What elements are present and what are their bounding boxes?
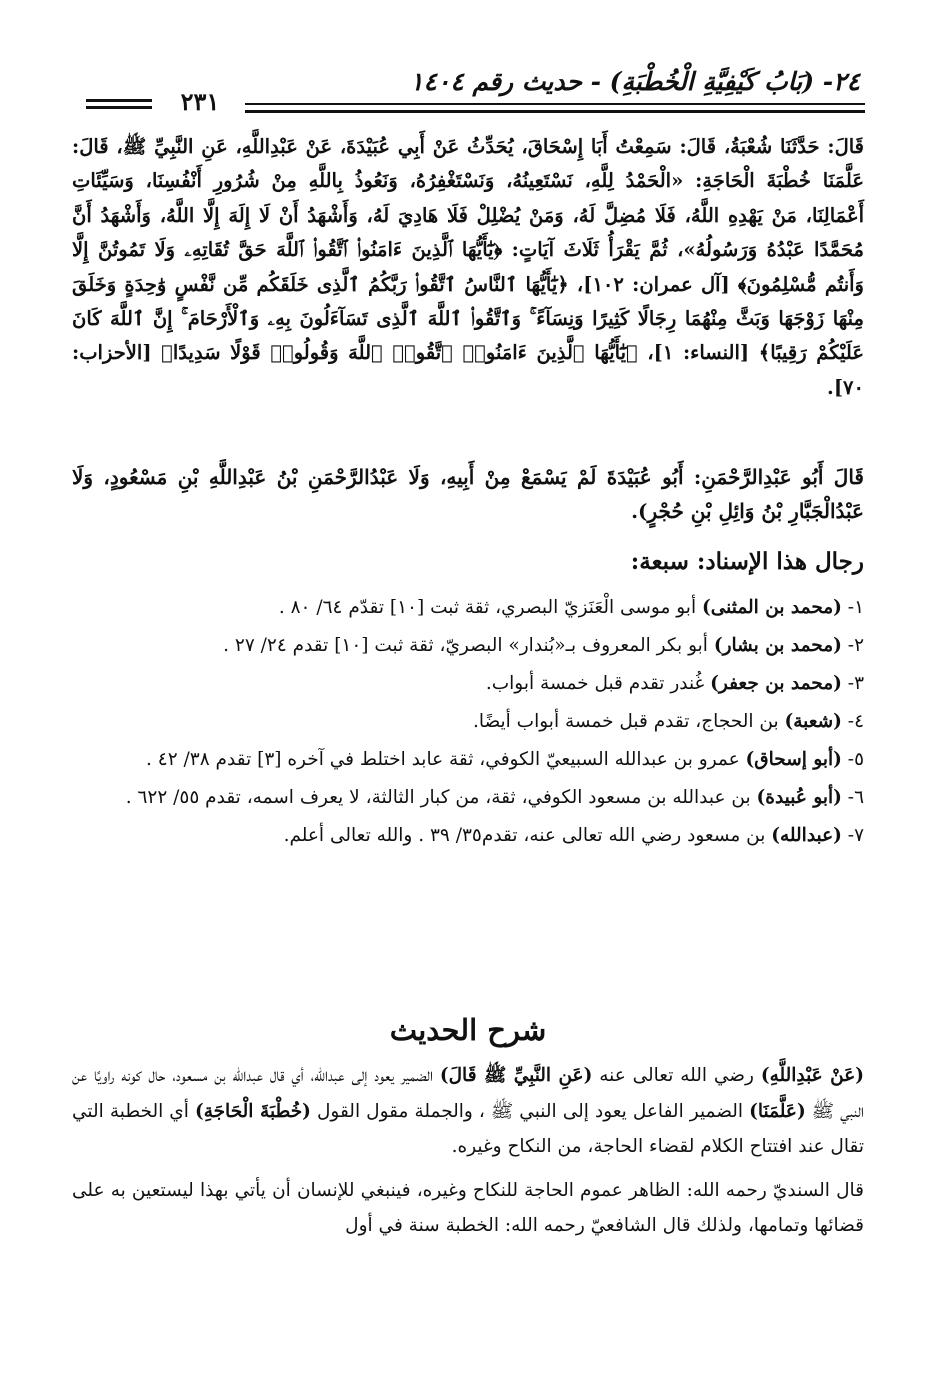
narrator-description: أبو موسى الْعَنَزيّ البصري، ثقة ثبت [١٠] تقدّم ٦٤/ ٨٠ . <box>278 597 702 618</box>
chapter-header-title: ٢٤- (بَابُ كَيْفِيَّةِ الْخُطْبَةِ) - حديث رقم ١٤٠٤ <box>410 67 860 96</box>
narrator-name: (أبو عُبيدة) <box>756 787 842 808</box>
sharh-paragraph <box>72 1058 864 1165</box>
narrator-description: غُندر تقدم قبل خمسة أبواب. <box>485 673 711 694</box>
commentary-text: أي الخطبة التي تقال عند افتتاح الكلام لقضاء الحاجة، من النكاح وغيره. <box>72 1100 864 1158</box>
narrator-name: (محمد بن المثنى) <box>701 597 842 618</box>
item-number: ٥- <box>841 749 864 770</box>
list-item <box>72 780 864 815</box>
commentary-text: الضمير الفاعل يعود إلى النبي ﷺ ، والجملة مقول القول <box>310 1100 750 1122</box>
sharh-paragraph: قال السنديّ رحمه الله: الظاهر عموم الحاجة للنكاح وغيره، فينبغي للإنسان أن يأتي بهذا ليستعين به على قضائها وتمامها، ولذلك قال الشافعيّ رحمه الله: الخطبة سنة في أول <box>72 1179 864 1237</box>
narrator-name: (عبدالله) <box>771 825 842 846</box>
hadith-text: قَالَ: حَدَّثَنَا شُعْبَةُ، قَالَ: سَمِعْتُ أَبَا إِسْحَاقَ، يُحَدِّثُ عَنْ أَبِي عُبَيْدَةَ، عَنْ عَبْدِاللَّهِ، عَنِ النَّبِيِّ ﷺ، قَالَ: عَلَّمَنَا خُطْبَةَ الْحَاجَةِ: «الْحَمْدُ لِلَّهِ، نَسْتَعِينُهُ، وَنَسْتَغْفِرُهُ، وَنَعُوذُ بِاللَّهِ مِنْ شُرُورِ أَنْفُسِنَا، وَسَيِّئَاتِ أَعْمَالِنَا، مَنْ يَهْدِهِ اللَّهُ، فَلَا مُضِلَّ لَهُ، وَمَنْ يُضْلِلْ فَلَا هَادِيَ لَهُ، وَأَشْهَدُ أَنْ لَا إِلَهَ إِلَّا اللَّهُ، وَأَشْهَدُ أَنَّ مُحَمَّدًا عَبْدُهُ وَرَسُولُهُ»، ثُمَّ يَقْرَأُ ثَلَاثَ آيَاتٍ: ﴿يَٰٓأَيُّهَا ٱلَّذِينَ ءَامَنُوا۟ ٱتَّقُوا۟ ٱللَّهَ حَقَّ تُقَاتِهِۦ وَلَا تَمُوتُنَّ إِلَّا وَأَنتُم مُّسْلِمُونَ﴾ [آل عمران: ١٠٢]، ﴿يَٰٓأَيُّهَا ٱلنَّاسُ ٱتَّقُوا۟ رَبَّكُمُ ٱلَّذِى خَلَقَكُم مِّن نَّفْسٍ وَٰحِدَةٍ وَخَلَقَ مِنْهَا زَوْجَهَا وَبَثَّ مِنْهُمَا رِجَالًا كَثِيرًا وَنِسَآءً ۚ وَٱتَّقُوا۟ ٱللَّهَ ٱلَّذِى تَسَآءَلُونَ بِهِۦ وَٱلْأَرْحَامَ ۚ إِنَّ ٱللَّهَ كَانَ عَلَيْكُمْ رَقِيبًا﴾ [النساء: ١]، ﴿يَٰٓأَيُّهَا ٱلَّذِينَ ءَامَنُوا۟ ٱتَّقُوا۟ ٱللَّهَ وَقُولُوا۟ قَوْلًا سَدِيدًا﴾ [الأحزاب: ٧٠]. <box>72 135 864 399</box>
page-number: ٢٣١ <box>180 87 220 116</box>
narrator-description: عمرو بن عبدالله السبيعيّ الكوفي، ثقة عابد اختلط في آخره [٣] تقدم ٣٨/ ٤٢ . <box>146 749 746 770</box>
list-item <box>72 704 864 739</box>
list-item <box>72 818 864 853</box>
narrator-name: (أبو إسحاق) <box>745 749 842 770</box>
rijal-list <box>72 590 864 856</box>
page-number-rule-bottom <box>86 106 152 109</box>
sharh-body <box>72 1058 864 1244</box>
rijal-heading: رجال هذا الإسناد: سبعة: <box>630 548 864 575</box>
item-number: ٤- <box>841 711 864 732</box>
item-number: ٦- <box>841 787 864 808</box>
header-rule-thick <box>245 110 865 113</box>
sharh-heading: شرح الحديث <box>389 1013 547 1047</box>
list-item <box>72 628 864 663</box>
item-number: ٢- <box>841 635 864 656</box>
abu-abdurrahman-note: قَالَ أَبُو عَبْدِالرَّحْمَنِ: أَبُو عُبَيْدَةَ لَمْ يَسْمَعْ مِنْ أَبِيهِ، وَلَا عَبْدُالرَّحْمَنِ بْنُ عَبْدِاللَّهِ بْنِ مَسْعُودٍ، وَلَا عَبْدُالْجَبَّارِ بْنُ وَائِلِ بْنِ حُجْرٍ). <box>72 465 864 523</box>
item-number: ١- <box>841 597 864 618</box>
narrator-name: (شعبة) <box>784 711 842 732</box>
narrator-description: بن الحجاج، تقدم قبل خمسة أبواب أيضًا. <box>472 711 785 732</box>
commentary-text: رضي الله تعالى عنه <box>592 1065 761 1086</box>
narrator-description: بن مسعود رضي الله تعالى عنه، تقدم٣٥/ ٣٩ . والله تعالى أعلم. <box>283 825 772 846</box>
quoted-phrase: (عَنْ عَبْدِاللَّهِ) <box>760 1065 865 1086</box>
list-item <box>72 666 864 701</box>
list-item <box>72 590 864 625</box>
quoted-phrase: (عَلَّمَنَا) <box>749 1100 806 1122</box>
commentary-text: الضمير يعود إلى عبدالله، أي قال عبدالله بن مسعود، حال كونه راويًا عن النبي ﷺ <box>72 1065 864 1122</box>
item-number: ٧- <box>841 825 864 846</box>
page-number-rule-top <box>86 99 152 102</box>
quoted-phrase: (عَنِ النَّبِيِّ ﷺ قَالَ) <box>439 1065 593 1086</box>
narrator-name: (محمد بن جعفر) <box>710 673 842 694</box>
quoted-phrase: (خُطْبَةَ الْحَاجَةِ) <box>194 1100 311 1122</box>
list-item <box>72 742 864 777</box>
header-rule-thin <box>245 103 865 105</box>
narrator-description: بن عبدالله بن مسعود الكوفي، ثقة، من كبار الثالثة، لا يعرف اسمه، تقدم ٥٥/ ٦٢٢ . <box>125 787 757 808</box>
narrator-name: (محمد بن بشار) <box>713 635 842 656</box>
item-number: ٣- <box>841 673 864 694</box>
narrator-description: أبو بكر المعروف بـ«بُندار» البصريّ، ثقة ثبت [١٠] تقدم ٢٤/ ٢٧ . <box>223 635 714 656</box>
